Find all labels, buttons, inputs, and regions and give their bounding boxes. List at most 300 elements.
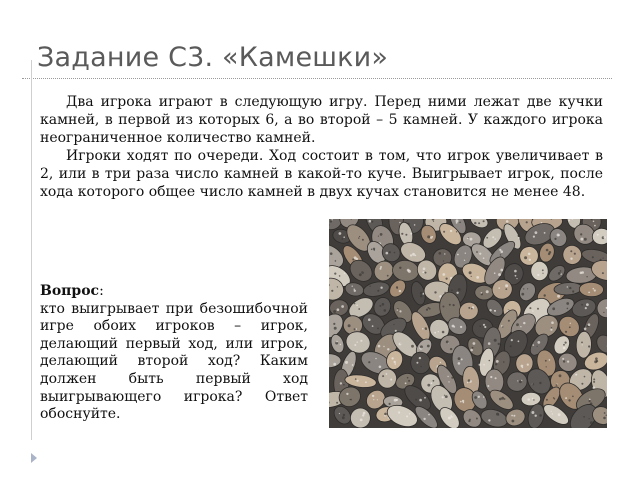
pebble-speckle xyxy=(390,379,392,381)
pebble-speckle xyxy=(405,234,407,236)
pebble-speckle xyxy=(527,398,530,401)
pebble-speckle xyxy=(399,222,401,224)
pebble-speckle xyxy=(484,326,486,328)
pebble-speckle xyxy=(589,400,591,402)
pebble-speckle xyxy=(393,324,394,325)
pebble-speckle xyxy=(362,414,364,416)
pebble-speckle xyxy=(456,222,458,224)
pebble-speckle xyxy=(406,415,408,417)
pebble-speckle xyxy=(375,358,376,359)
pebble-speckle xyxy=(423,268,426,271)
pebble-speckle xyxy=(594,225,596,227)
pebble-speckle xyxy=(569,326,571,328)
pebble-speckle xyxy=(517,380,518,381)
pebble-speckle xyxy=(377,328,379,330)
pebble-speckle xyxy=(407,377,409,379)
pebble-speckle xyxy=(458,357,461,360)
pebble-speckle xyxy=(451,289,453,291)
pebble-speckle xyxy=(397,309,398,310)
pebble-speckle xyxy=(446,278,448,280)
pebble-speckle xyxy=(433,221,434,222)
pebble-speckle xyxy=(603,417,606,420)
pebble-speckle xyxy=(345,361,348,364)
pebble-speckle xyxy=(479,364,481,366)
pebble-speckle xyxy=(589,399,591,401)
pebble-speckle xyxy=(425,272,427,274)
slide-title: Задание С3. «Камешки» xyxy=(37,42,389,73)
pebble-speckle xyxy=(582,344,583,345)
pebble-speckle xyxy=(434,332,436,334)
pebble-speckle xyxy=(562,358,564,360)
pebble-speckle xyxy=(353,367,356,370)
pebble-speckle xyxy=(448,381,449,382)
pebble-speckle xyxy=(398,411,400,413)
pebble-speckle xyxy=(343,414,345,416)
pebble-speckle xyxy=(380,268,382,270)
pebble-speckle xyxy=(501,397,504,400)
pebble-speckle xyxy=(515,275,517,277)
pebble-speckle xyxy=(593,378,595,380)
pebble-speckle xyxy=(444,253,445,254)
pebble-speckle xyxy=(356,328,358,330)
pebble-speckle xyxy=(470,238,473,241)
pebble-speckle xyxy=(444,395,445,396)
pebble-speckle xyxy=(575,374,577,376)
question-colon: : xyxy=(99,283,104,299)
pebble-speckle xyxy=(584,238,587,241)
pebble-speckle xyxy=(419,399,422,402)
pebble-speckle xyxy=(420,366,421,367)
pebble-speckle xyxy=(460,401,462,403)
pebble-speckle xyxy=(581,304,583,306)
pebble-speckle xyxy=(391,357,393,359)
left-margin-line xyxy=(31,60,32,440)
pebble-speckle xyxy=(461,358,463,360)
pebble-speckle xyxy=(476,276,479,279)
pebble-speckle xyxy=(372,395,374,397)
pebble-speckle xyxy=(535,415,537,417)
pebble-speckle xyxy=(399,290,401,292)
pebble-speckle xyxy=(521,293,524,296)
pebble-speckle xyxy=(336,402,338,404)
pebble-speckle xyxy=(606,415,607,416)
pebble-speckle xyxy=(361,271,364,274)
pebble-speckle xyxy=(597,234,599,236)
pebble-speckle xyxy=(531,411,534,414)
pebble-speckle xyxy=(602,272,604,274)
pebble-speckle xyxy=(411,345,414,348)
pebble-speckle xyxy=(410,233,412,235)
pebble-speckle xyxy=(501,325,503,327)
pebble-speckle xyxy=(570,258,572,260)
task-description xyxy=(40,93,603,201)
pebble-speckle xyxy=(552,413,553,414)
pebble-speckle xyxy=(352,364,354,366)
pebble-speckle xyxy=(337,308,340,311)
pebble-speckle xyxy=(565,331,567,333)
pebble-speckle xyxy=(339,232,342,235)
pebble-speckle xyxy=(382,303,385,306)
pebble-speckle xyxy=(603,258,604,259)
pebble-speckle xyxy=(553,397,555,399)
pebble-speckle xyxy=(537,308,539,310)
pebble-speckle xyxy=(580,238,583,241)
pebble-speckle xyxy=(453,304,455,306)
pebble-speckle xyxy=(399,343,402,346)
pebbles-image xyxy=(329,219,607,428)
pebble-speckle xyxy=(368,318,371,321)
pebble-speckle xyxy=(415,399,417,401)
pebble-speckle xyxy=(442,331,445,334)
pebble-speckle xyxy=(603,312,604,313)
pebble-speckle xyxy=(464,260,465,261)
pebble-speckle xyxy=(529,307,531,309)
pebble-speckle xyxy=(426,309,428,311)
pebble-speckle xyxy=(371,249,373,251)
pebble-speckle xyxy=(458,288,461,291)
pebble-speckle xyxy=(386,252,389,255)
pebble-speckle xyxy=(481,292,483,294)
pebble-speckle xyxy=(558,234,560,236)
question-text: кто выигрывает при безошибочной игре обоих игроков – игрок, делающий первый ход, или игрок, делающий второй ход? Каким должен быть первый ход выигрывающего игрока? Ответ обоснуйте. xyxy=(40,300,308,423)
pebble-speckle xyxy=(500,250,503,253)
pebble-speckle xyxy=(478,222,480,224)
pebble-speckle xyxy=(358,308,360,310)
pebbles-photo xyxy=(329,219,607,428)
question-block xyxy=(40,283,308,424)
pebble-speckle xyxy=(473,342,476,345)
pebble-speckle xyxy=(505,284,508,287)
pebble-speckle xyxy=(428,307,430,309)
pebble-speckle xyxy=(465,253,466,254)
pebble-speckle xyxy=(420,295,422,297)
pebble-speckle xyxy=(378,236,379,237)
pebble-speckle xyxy=(399,267,401,269)
pebble-speckle xyxy=(425,327,427,329)
pebble-speckle xyxy=(354,256,357,259)
pebble-speckle xyxy=(389,403,391,405)
pebble-speckle xyxy=(483,364,485,366)
pebble-speckle xyxy=(357,342,358,343)
pebble-speckle xyxy=(354,344,356,346)
task-paragraph-1: Два игрока играют в следующую игру. Перед ними лежат две кучки камней, в первой из которых 6, а во второй – 5 камней. У каждого игрока неограниченное количество камней. xyxy=(40,94,603,146)
pebble-speckle xyxy=(498,287,500,289)
pebble-speckle xyxy=(584,376,586,378)
pebble-speckle xyxy=(342,238,344,240)
pebble-speckle xyxy=(560,270,562,272)
pebble-speckle xyxy=(352,286,353,287)
pebble-speckle xyxy=(342,416,345,419)
pebble-speckle xyxy=(511,339,513,341)
pebble-speckle xyxy=(557,295,560,298)
pebble-speckle xyxy=(490,376,492,378)
pebble-speckle xyxy=(546,249,549,252)
pebble-speckle xyxy=(467,382,468,383)
pebble-speckle xyxy=(563,344,565,346)
pebble-speckle xyxy=(331,219,332,220)
pebble-speckle xyxy=(549,359,551,361)
pebble-speckle xyxy=(451,377,453,379)
pebble-speckle xyxy=(331,290,333,292)
pebble-speckle xyxy=(396,286,398,288)
pebble-speckle xyxy=(500,269,503,272)
pebble-speckle xyxy=(532,398,533,399)
pebble-speckle xyxy=(416,362,418,364)
pebble-speckle xyxy=(572,396,574,398)
pebble-speckle xyxy=(333,323,335,325)
pebble-speckle xyxy=(519,380,522,383)
pebble-speckle xyxy=(399,310,401,312)
pebble-speckle xyxy=(343,236,345,238)
pebble-speckle xyxy=(447,376,448,377)
pebble-speckle xyxy=(499,398,502,401)
pebble-speckle xyxy=(456,231,457,232)
pebble-speckle xyxy=(539,414,542,417)
pebble-speckle xyxy=(424,397,426,399)
pebble-speckle xyxy=(488,419,490,421)
pebble-speckle xyxy=(460,326,462,328)
pebble-speckle xyxy=(445,395,448,398)
pebble-speckle xyxy=(492,236,494,238)
pebble-speckle xyxy=(593,221,595,223)
pebble-speckle xyxy=(420,292,423,295)
pebble-speckle xyxy=(470,349,473,352)
pebble-speckle xyxy=(546,366,547,367)
pebble-speckle xyxy=(412,253,415,256)
pebble-speckle xyxy=(333,310,336,313)
pebble-speckle xyxy=(384,413,387,416)
pebble-speckle xyxy=(471,308,473,310)
pebble-speckle xyxy=(563,360,565,362)
pebble-speckle xyxy=(428,414,430,416)
pebble-speckle xyxy=(604,412,606,414)
pebble-speckle xyxy=(467,238,469,240)
pebble-speckle xyxy=(401,233,403,235)
pebble-speckle xyxy=(389,251,391,253)
pebble-speckle xyxy=(359,273,362,276)
pebble-speckle xyxy=(567,308,569,310)
pebble-speckle xyxy=(551,321,554,324)
pebble-speckle xyxy=(588,345,590,347)
pebble-speckle xyxy=(446,341,449,344)
pebble-speckle xyxy=(442,273,445,276)
pebble-speckle xyxy=(469,419,471,421)
pebble-speckle xyxy=(363,412,366,415)
pebble-speckle xyxy=(474,222,476,224)
pebble-speckle xyxy=(422,271,424,273)
pebble-speckle xyxy=(394,361,396,363)
pebble-speckle xyxy=(551,327,552,328)
pebble-speckle xyxy=(423,418,425,420)
pebble-speckle xyxy=(371,221,373,223)
pebble-speckle xyxy=(521,365,524,368)
pebble-speckle xyxy=(410,254,412,256)
pebble-speckle xyxy=(487,385,489,387)
pebble-speckle xyxy=(520,326,521,327)
pebble-speckle xyxy=(471,276,472,277)
pebble-speckle xyxy=(581,383,583,385)
pebble-speckle xyxy=(433,380,435,382)
pebble-speckle xyxy=(396,399,398,401)
pebble-speckle xyxy=(479,253,481,255)
pebble-speckle xyxy=(570,323,571,324)
pebble-speckle xyxy=(407,269,410,272)
pebble-speckle xyxy=(568,399,570,401)
pebble-speckle xyxy=(537,346,538,347)
pebble-speckle xyxy=(544,294,546,296)
pebble-speckle xyxy=(558,413,561,416)
pebble-speckle xyxy=(513,415,515,417)
pebble-speckle xyxy=(334,327,337,330)
pebble-speckle xyxy=(354,290,356,292)
pebble-speckle xyxy=(362,239,364,241)
pebble-speckle xyxy=(459,222,461,224)
pebble-speckle xyxy=(505,288,507,290)
pebble-speckle xyxy=(590,421,593,424)
pebble-speckle xyxy=(516,278,517,279)
pebble-speckle xyxy=(380,233,383,236)
pebble-speckle xyxy=(545,360,547,362)
pebble-speckle xyxy=(496,360,499,363)
pebble-speckle xyxy=(581,271,584,274)
pebble-speckle xyxy=(427,384,430,387)
pebble-speckle xyxy=(586,303,589,306)
pebble-speckle xyxy=(354,303,356,305)
pebble-speckle xyxy=(451,415,454,418)
pebble-speckle xyxy=(360,419,363,422)
pebble-speckle xyxy=(408,380,410,382)
pebble-speckle xyxy=(529,259,531,261)
pebble-speckle xyxy=(438,331,439,332)
pebble-speckle xyxy=(419,418,421,420)
pebble-speckle xyxy=(537,341,540,344)
pebble-speckle xyxy=(474,396,477,399)
pebble-speckle xyxy=(604,236,606,238)
corner-arrow-icon xyxy=(31,453,37,463)
pebble-speckle xyxy=(533,399,534,400)
pebble-speckle xyxy=(523,322,525,324)
pebble-speckle xyxy=(556,384,558,386)
pebble-speckle xyxy=(514,270,517,273)
pebble-speckle xyxy=(330,252,333,255)
pebble-speckle xyxy=(414,224,416,226)
pebble-speckle xyxy=(442,306,444,308)
pebble-speckle xyxy=(379,366,382,369)
pebble-speckle xyxy=(462,400,464,402)
pebble-speckle xyxy=(369,286,370,287)
pebble-speckle xyxy=(552,307,555,310)
pebble-speckle xyxy=(527,288,528,289)
pebble-speckle xyxy=(472,347,474,349)
pebble-speckle xyxy=(503,361,505,363)
pebble-speckle xyxy=(533,236,535,238)
pebble-speckle xyxy=(508,320,510,322)
pebble-speckle xyxy=(586,276,587,277)
pebble-speckle xyxy=(356,305,358,307)
pebble-speckle xyxy=(594,360,597,363)
pebble-speckle xyxy=(422,328,424,330)
pebble-speckle xyxy=(483,257,485,259)
pebble-speckle xyxy=(565,397,567,399)
pebble-speckle xyxy=(359,236,360,237)
pebble-speckle xyxy=(379,305,381,307)
pebble-speckle xyxy=(427,235,430,238)
pebble-speckle xyxy=(483,324,485,326)
pebble-speckle xyxy=(589,418,590,419)
pebble-speckle xyxy=(533,344,535,346)
pebble-speckle xyxy=(593,381,595,383)
pebble-speckle xyxy=(550,329,552,331)
pebble-speckle xyxy=(387,348,389,350)
pebble-speckle xyxy=(495,377,497,379)
pebble-speckle xyxy=(567,361,569,363)
pebble-speckle xyxy=(574,253,576,255)
pebble-speckle xyxy=(380,287,382,289)
pebble-speckle xyxy=(337,286,338,287)
pebble-speckle xyxy=(516,323,519,326)
pebble-speckle xyxy=(588,292,590,294)
pebble-speckle xyxy=(488,342,491,345)
task-paragraph-2: Игроки ходят по очереди. Ход состоит в том, что игрок увеличивает в 2, или в три раза число камней в какой-то куче. Выигрывает игрок, после хода которого общее число камней в двух кучах становится не менее 48. xyxy=(40,148,603,200)
pebble-speckle xyxy=(443,260,444,261)
pebble-speckle xyxy=(394,252,396,254)
pebble-speckle xyxy=(456,292,458,294)
pebble-speckle xyxy=(567,286,568,287)
pebble-speckle xyxy=(419,357,421,359)
pebble-speckle xyxy=(544,232,546,234)
pebble-speckle xyxy=(495,363,497,365)
pebble-speckle xyxy=(387,275,389,277)
pebble-speckle xyxy=(430,236,433,239)
pebble-speckle xyxy=(354,328,356,330)
pebble-speckle xyxy=(373,248,375,250)
pebble-speckle xyxy=(506,220,509,223)
pebble-speckle xyxy=(512,420,515,423)
pebble-speckle xyxy=(457,254,459,256)
pebble-speckle xyxy=(384,309,387,312)
pebble-speckle xyxy=(360,340,362,342)
pebble-speckle xyxy=(334,273,336,275)
pebble-speckle xyxy=(494,339,497,342)
pebble-speckle xyxy=(498,343,500,345)
pebble-speckle xyxy=(344,272,346,274)
pebble-speckle xyxy=(450,230,452,232)
pebble-speckle xyxy=(478,396,480,398)
title-divider xyxy=(22,78,612,79)
pebble-speckle xyxy=(539,382,541,384)
pebble-speckle xyxy=(527,364,529,366)
pebble-speckle xyxy=(458,362,461,365)
pebble-speckle xyxy=(405,382,407,384)
pebble-speckle xyxy=(518,340,520,342)
pebble-speckle xyxy=(496,413,499,416)
pebble-speckle xyxy=(549,251,552,254)
pebble-speckle xyxy=(572,290,574,292)
pebble-speckle xyxy=(357,380,359,382)
pebble-speckle xyxy=(448,417,451,420)
pebble-speckle xyxy=(584,328,587,331)
pebble-speckle xyxy=(346,393,348,395)
pebble-speckle xyxy=(456,219,459,222)
pebble-speckle xyxy=(378,345,381,348)
pebble-speckle xyxy=(377,290,379,292)
pebble-speckle xyxy=(566,302,569,305)
pebble-speckle xyxy=(489,360,491,362)
pebble-speckle xyxy=(439,252,442,255)
pebble-speckle xyxy=(449,304,451,306)
pebble-speckle xyxy=(427,345,430,348)
pebble-speckle xyxy=(563,347,566,350)
